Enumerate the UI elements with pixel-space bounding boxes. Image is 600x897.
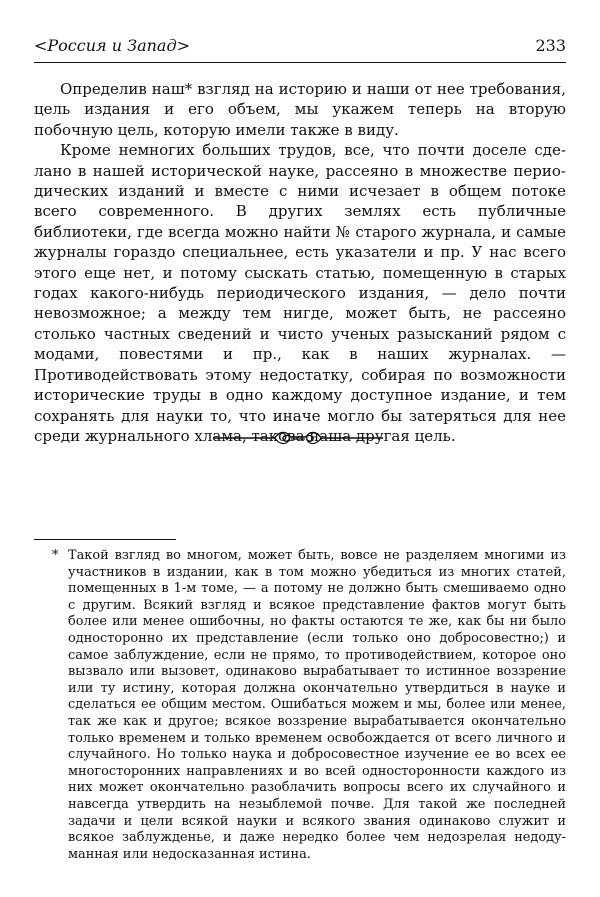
header-rule [34, 62, 566, 63]
decorative-divider-icon [213, 428, 383, 448]
paragraph: Кроме немногих больших трудов, все, что почти доселе сделано в нашей исторической науке, рассеяно в множестве периодических изданий и вместе с ними исчезает в общем потоке всего современного. В других землях есть публичные библиотеки, где всегда можно найти № старого журнала, и самые журналы гораздо специальнее, есть указатели и пр. У нас всего этого еще нет, и потому сыскать статью, помещенную в старых годах какого-нибудь периодического издания, — дело почти невозможное; а между тем нигде, может быть, не рассеяно столько частных сведений и чисто ученых разысканий рядом с модами, повестями и пр., как в наших журналах. — Противодействовать этому недостатку, собирая по возможности исторические труды в одно каждому доступное издание, и тем сохранять для науки то, что иначе могло бы затеряться для нее среди журнального хлама, такова наша другая цель. [34, 141, 566, 445]
paragraph: Определив наш* взгляд на историю и наши от нее требования, цель издания и его объем, мы укажем теперь на вторую побочную цель, которую имели также в виду. [34, 80, 566, 139]
running-title: <Россия и Запад> [34, 36, 190, 55]
footnote [52, 548, 566, 863]
main-text [34, 79, 566, 446]
page-header [34, 36, 566, 58]
footnote-marker: * [52, 548, 59, 563]
page-number: 233 [535, 36, 566, 55]
footnote-rule [34, 539, 176, 540]
footnote-text: Такой взгляд во многом, может быть, вовсе не разделяем многими из участников в издании, как в том можно убедиться из многих статей, помещенных в 1-м томе, — а потому не должно быть смешиваемо одно с другим. Всякий взгляд и всякое представление фактов могут быть более или менее ошибочны, но факты остаются те же, как бы ни было односторонно их представление (если только оно добросовестно;) и самое заблуждение, если не прямо, то противодействием, которое оно вызвало или вызовет, одинаково вырабатывает то истинное воззрение или ту истину, которая должна окончательно утвердиться в науке и сделаться ее общим местом. Ошибаться можем и мы, более или менее, так же как и другое; всякое воззрение вырабатывается окончательно только временем и только временем освобождается от всего личного и случайного. Но только наука и добросовестное изучение ее во всех ее многосторонних направлениях и во всей односторонности каждого из них может окончательно разоблачить вопросы всего их случайного и навсегда утвердить на незыблемой почве. Для такой же последней задачи и цели всякой науки и всякого звания одинаково служит и всякое заблужденье, и даже нередко более чем недозрелая недодуманная или недосказанная истина. [68, 548, 566, 862]
